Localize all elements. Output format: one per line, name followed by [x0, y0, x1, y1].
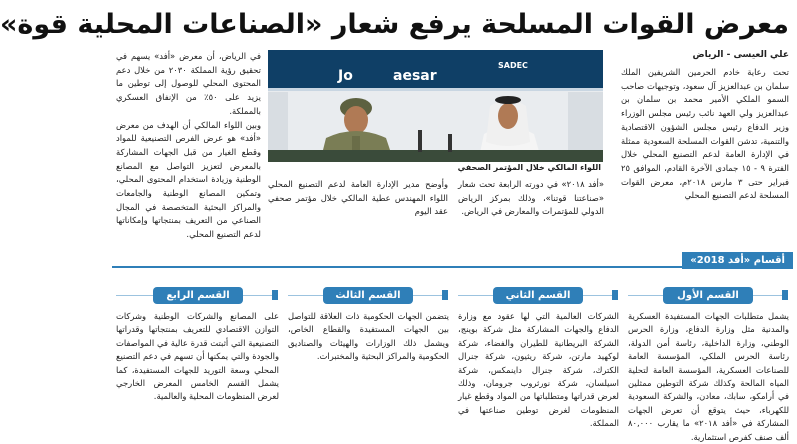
press-conference-photo	[268, 50, 603, 162]
section-4-body: على المصانع والشركات الوطنية وشركات التوازن الاقتصادي للتعريف بمنتجاتها وقدراتها التصنيعية التي أثبتت قدرة عالية في المواصفات والجودة والتي يمكنها أن تسهم في دعم التصنيع المحلي وسعة التوريد للجهات المستفيدة، كما يشمل القسم الخامس المعرض الخارجي لعرض المنظومات المحلية والعالمية.	[116, 311, 279, 402]
section-3-cap	[442, 290, 448, 300]
article-headline: معرض القوات المسلحة يرفع شعار «الصناعات المحلية قوة»	[0, 9, 789, 40]
banner-text-mid: aesar	[393, 68, 437, 84]
byline: علي العيسى - الرياض	[692, 50, 789, 60]
section-1-title: القسم الأول	[663, 287, 753, 304]
section-1-cap	[782, 290, 788, 300]
section-3-body: يتضمن الجهات الحكومية ذات العلاقة للتواصل بين الجهات المستفيدة والقطاع الخاص، ويشمل ذلك الوزارات والهيئات والصناديق الحكومية والمراكز البحثية والمختبرات.	[288, 311, 449, 362]
sections-tab-label: أقسام «أفد 2018»	[682, 252, 793, 269]
paragraph: تحت رعاية خادم الحرمين الشريفين الملك سلمان بن عبدالعزيز آل سعود، وتوجيهات صاحب السمو الملكي الأمير محمد بن سلمان بن عبدالعزيز ولي العهد نائب رئيس مجلس الوزراء وزير الدفاع رئيس مجلس الشؤون الاقتصادية والتنمية، تدشن القوات المسلحة السعودية ممثلة في الإدارة العامة لدعم التصنيع المحلي خلال الفترة ٩ - ١٥ جمادى الآخرة القادم، الموافق ٢٥ فبراير حتى ٣ مارس ٢٠١٨م، معرض القوات المسلحة لدعم التصنيع المحلي	[621, 67, 789, 201]
paragraph: وأوضح مدير الإدارة العامة لدعم التصنيع المحلي اللواء المهندس عطية المالكي خلال مؤتمر صحفي عقد اليوم	[268, 179, 448, 217]
paragraph: وبين اللواء المالكي أن الهدف من معرض «أفد» هو عرض الفرص التصنيعية للمواد وقطع الغيار من قبل الجهات المشاركة بالمعرض لتعزيز التواصل مع المصانع الوطنية وزيادة استخدام المحتوى المحلي، وتمكين المصانع الوطنية والجامعات والمراكز البحثية المتخصصة في المجال الصناعي من التعريف بمنتجاتها وإمكاناتها لدعم التصنيع المحلي.	[116, 119, 261, 240]
paragraph: في الرياض، أن معرض «أفد» يسهم في تحقيق رؤية المملكة ٢٠٣٠ من خلال دعم المحتوى المحلي للوصول إلى توطين ما يزيد على ٥٠٪ من الإنفاق العسكري بالمملكة.	[116, 51, 261, 116]
section-2-body: الشركات العالمية التي لها عقود مع وزارة الدفاع والجهات المشاركة مثل شركة بوينج، الشركة البريطانية للطيران والفضاء، شركة لوكهيد مارتن، شركة ريثيون، شركة جنرال الكترك، شركة جنرال داينمكس، شركة اسيلسان، شركة نورثروب جرومان، وذلك لعرض قدراتها ومتطلباتها من المواد وقطع غيار المنظومات لغرض توطين صناعتها في المملكة.	[458, 311, 619, 429]
article-column-right	[621, 66, 789, 250]
section-2-title: القسم الثاني	[493, 287, 583, 304]
section-4-title: القسم الرابع	[153, 287, 243, 304]
section-2-cap	[612, 290, 618, 300]
article-column-left	[116, 50, 261, 250]
section-4-cap	[272, 290, 278, 300]
article-column-middle-left	[268, 178, 448, 250]
photo-caption: اللواء المالكي خلال المؤتمر الصحفي	[457, 163, 601, 172]
section-3-title: القسم الثالث	[323, 287, 413, 304]
section-1-body: يشمل متطلبات الجهات المستفيدة العسكرية والمدنية مثل وزارة الدفاع، وزارة الحرس الوطني، وزارة الداخلية، رئاسة أمن الدولة، رئاسة الحرس الملكي، المؤسسة العامة للصناعات العسكرية، المؤسسة العامة لتحلية المياه المالحة وكذلك شركة التوطين ممثلين في أرامكو، سابك، معادن، والشركة السعودية للكهرباء، حيث يتوقع أن تعرض الجهات المشاركة في «أفد ٢٠١٨» ما يقارب ٨٠,٠٠٠ ألف صنف كفرص استثمارية.	[628, 311, 789, 442]
article-column-middle-right	[458, 178, 604, 250]
banner-text-right: SADEC	[498, 61, 528, 70]
paragraph: «أفد ٢٠١٨» في دورته الرابعة تحت شعار «صناعتنا قوتنا»، وذلك بمركز الرياض الدولي للمؤتمرات والمعارض في الرياض.	[458, 179, 604, 217]
photo-illustration	[268, 50, 603, 162]
banner-text-left: Jo	[338, 68, 353, 84]
